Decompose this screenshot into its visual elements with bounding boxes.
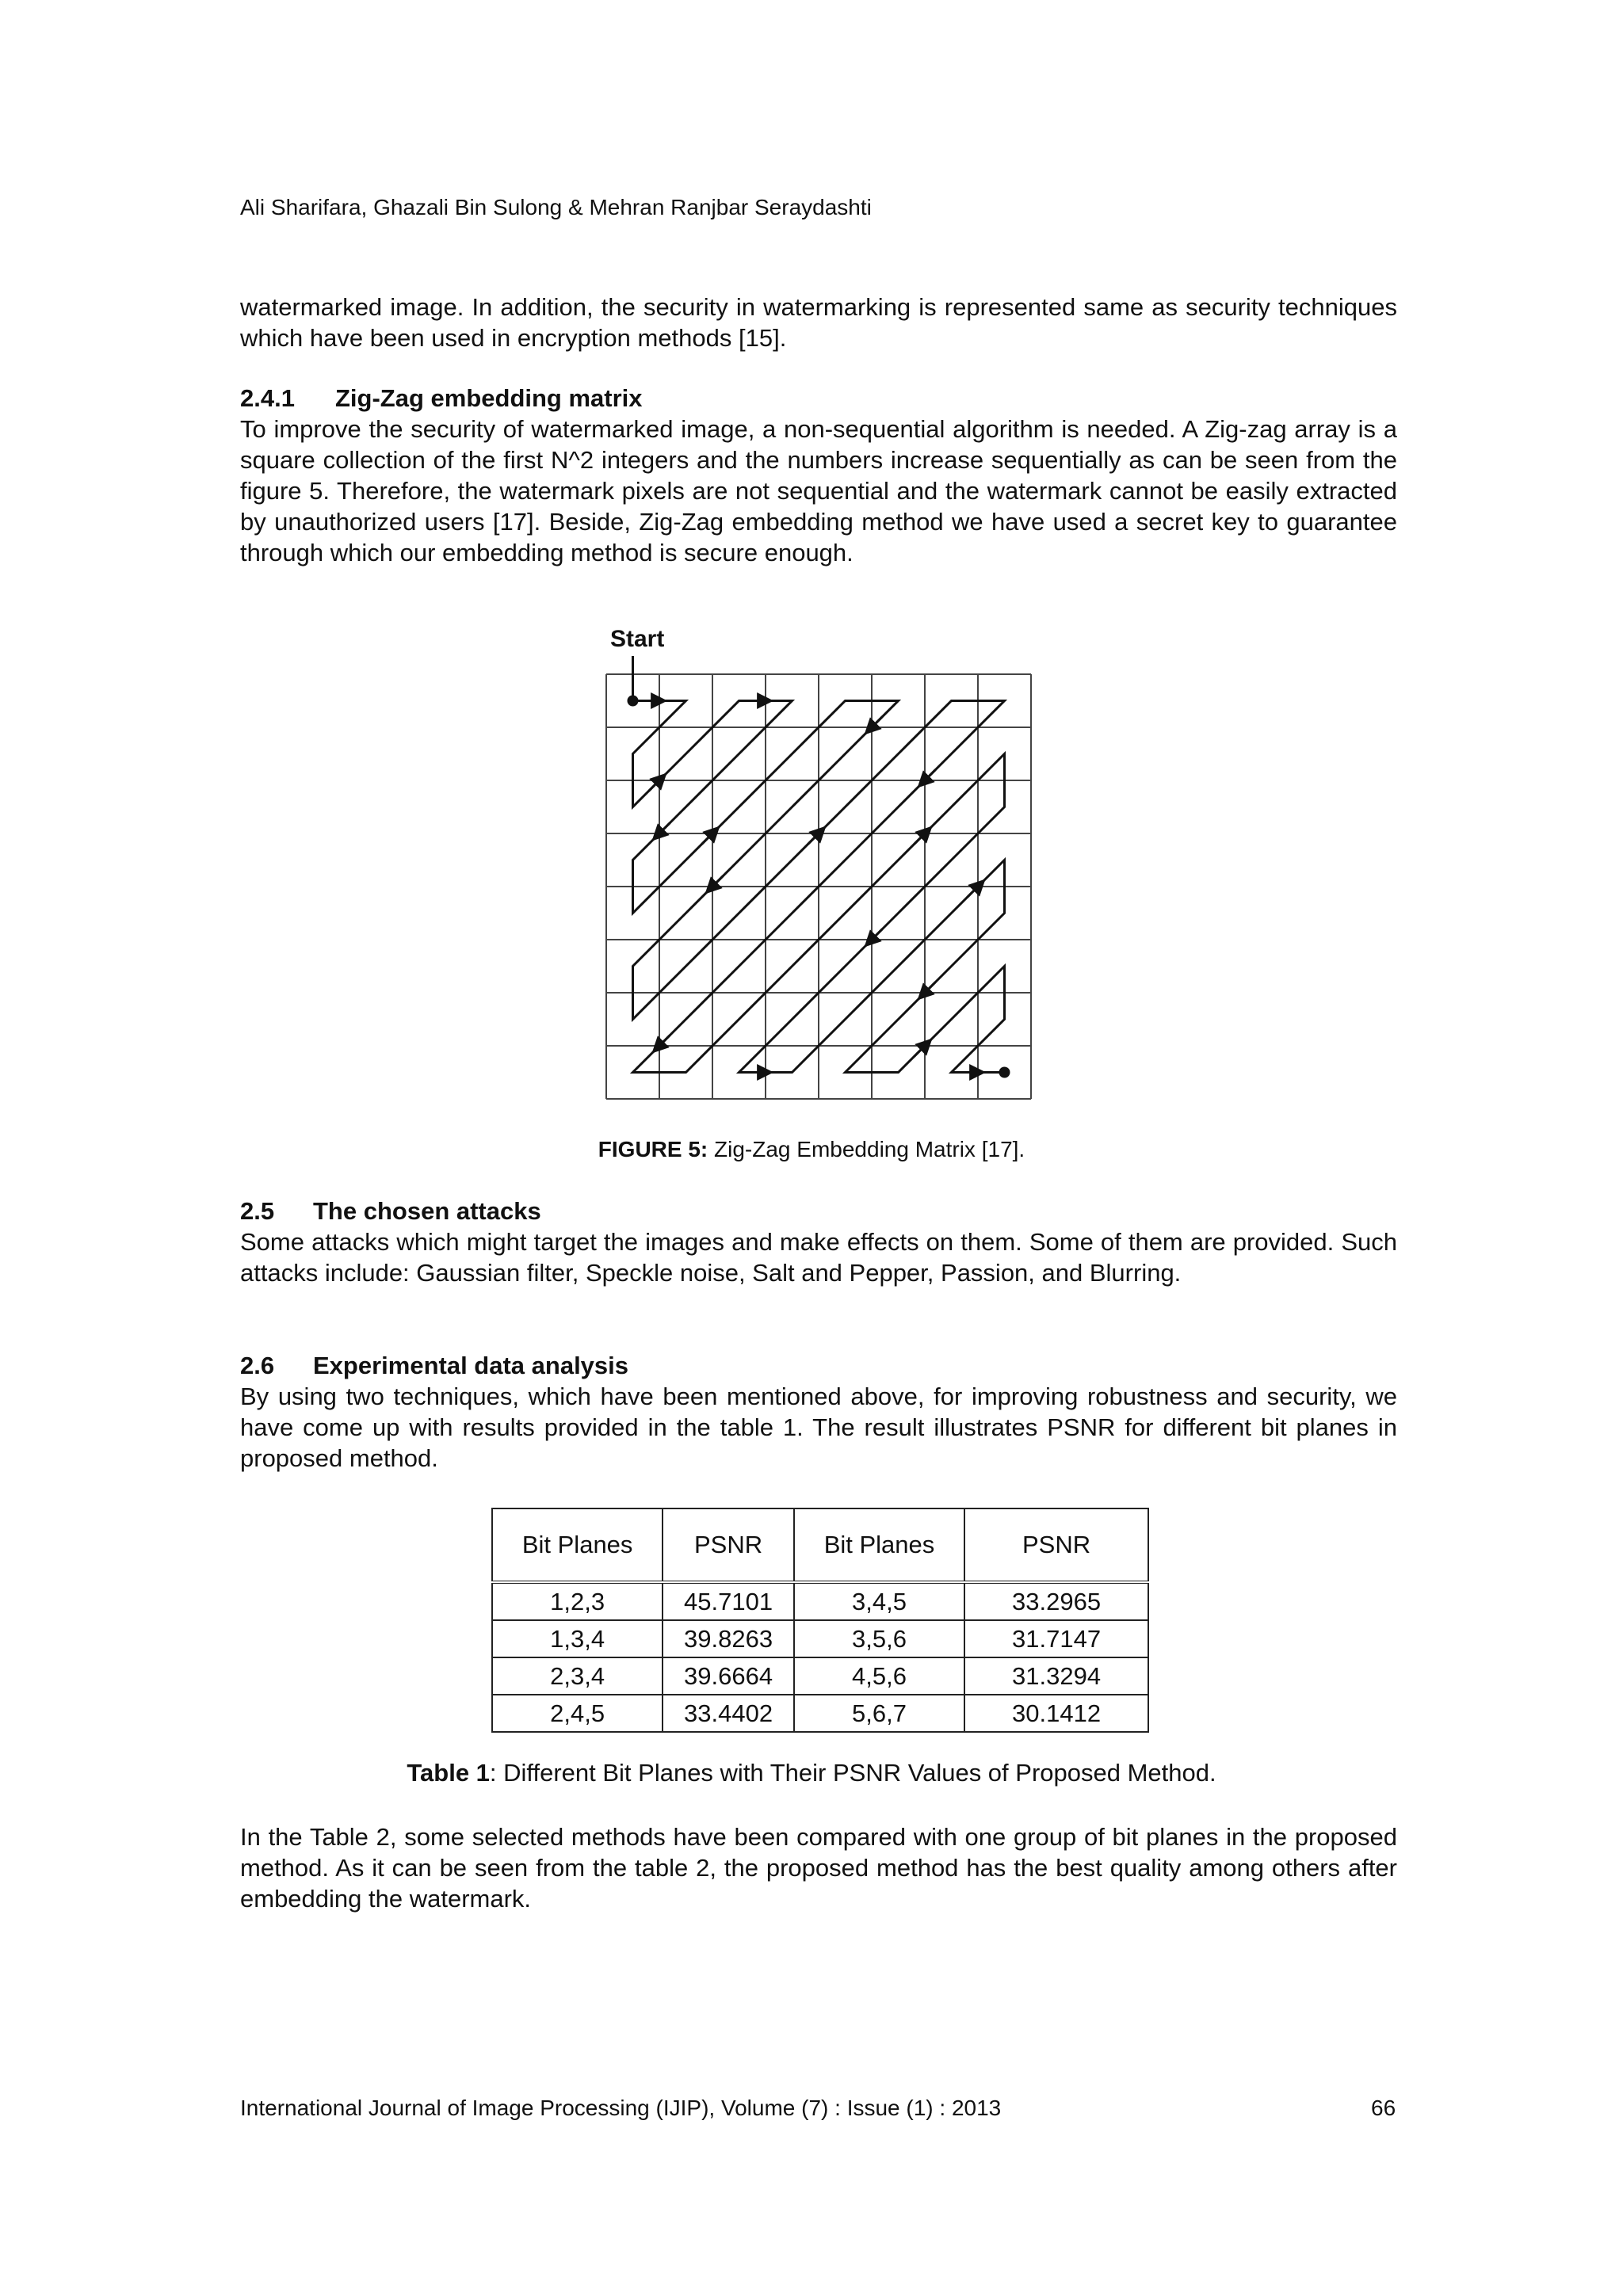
page-number: 66	[1371, 2096, 1396, 2120]
section-2-5-heading	[240, 1196, 541, 1226]
section-number: 2.6	[240, 1352, 275, 1379]
table-cell: 3,4,5	[794, 1582, 964, 1620]
direction-arrow-icon	[918, 982, 935, 999]
section-title: Experimental data analysis	[313, 1352, 629, 1379]
table-caption-text: : Different Bit Planes with Their PSNR Values of Proposed Method.	[489, 1759, 1216, 1787]
direction-arrow-icon	[968, 880, 984, 897]
table-cell: 39.8263	[663, 1620, 794, 1657]
table-cell: 33.4402	[663, 1695, 794, 1732]
direction-arrow-icon	[653, 823, 670, 840]
direction-arrow-icon	[915, 1039, 931, 1056]
psnr-table	[491, 1508, 1149, 1733]
direction-arrow-icon	[808, 827, 825, 844]
table-cell: 31.7147	[964, 1620, 1148, 1657]
journal-footer: International Journal of Image Processing (IJIP), Volume (7) : Issue (1) : 2013	[240, 2096, 1002, 2120]
start-label: Start	[610, 626, 665, 652]
table-cell: 31.3294	[964, 1657, 1148, 1695]
path-endpoint-dot	[999, 1067, 1010, 1078]
table-header-cell: PSNR	[964, 1508, 1148, 1582]
section-title: Zig-Zag embedding matrix	[335, 384, 643, 412]
table-cell: 45.7101	[663, 1582, 794, 1620]
path-endpoint-dot	[628, 696, 639, 707]
table-cell: 5,6,7	[794, 1695, 964, 1732]
table-header-cell: Bit Planes	[794, 1508, 964, 1582]
direction-arrow-icon	[706, 876, 723, 893]
table-caption-label: Table 1	[407, 1759, 490, 1787]
table-row	[492, 1657, 1148, 1695]
figure-caption-label: FIGURE 5:	[598, 1137, 708, 1161]
table-cell: 1,3,4	[492, 1620, 663, 1657]
table-cell: 2,4,5	[492, 1695, 663, 1732]
table-header-cell: Bit Planes	[492, 1508, 663, 1582]
running-header: Ali Sharifara, Ghazali Bin Sulong & Mehran Ranjbar Seraydashti	[240, 195, 872, 219]
figure-caption-text: Zig-Zag Embedding Matrix [17].	[708, 1137, 1025, 1161]
section-2-6-heading	[240, 1350, 628, 1381]
direction-arrow-icon	[918, 770, 935, 787]
table-cell: 30.1412	[964, 1695, 1148, 1732]
direction-arrow-icon	[865, 929, 882, 946]
direction-arrow-icon	[702, 827, 719, 844]
table-row	[492, 1695, 1148, 1732]
table-cell: 2,3,4	[492, 1657, 663, 1695]
table-header-cell: PSNR	[663, 1508, 794, 1582]
section-2-4-1-text: To improve the security of watermarked image, a non-sequential algorithm is needed. A Zig-zag array is a square collection of the first N^2 integers and the numbers increase sequentially as can be seen from the figure 5. Therefore, the watermark pixels are not sequential and the watermark cannot be easily extracted by unauthorized users [17]. Beside, Zig-Zag embedding method we have used a secret key to guarantee through which our embedding method is secure enough.	[240, 415, 1397, 566]
figure-5-caption	[0, 1137, 1623, 1162]
intro-paragraph: watermarked image. In addition, the security in watermarking is represented same as security techniques which have been used in encryption methods [15].	[240, 293, 1397, 352]
table-cell: 39.6664	[663, 1657, 794, 1695]
section-2-5-text: Some attacks which might target the images and make effects on them. Some of them are provided. Such attacks include: Gaussian filter, Speckle noise, Salt and Pepper, Passion, and Blurring.	[240, 1228, 1397, 1287]
table-row	[492, 1582, 1148, 1620]
direction-arrow-icon	[915, 827, 931, 844]
closing-paragraph: In the Table 2, some selected methods have been compared with one group of bit planes in the proposed method. As it can be seen from the table 2, the proposed method has the best quality among others after embedding the watermark.	[240, 1823, 1397, 1913]
table-cell: 3,5,6	[794, 1620, 964, 1657]
direction-arrow-icon	[649, 774, 666, 791]
zigzag-matrix-figure	[594, 616, 1038, 1108]
section-title: The chosen attacks	[313, 1197, 541, 1225]
table-header-row	[492, 1508, 1148, 1582]
table-1-caption	[0, 1759, 1623, 1787]
table-cell: 1,2,3	[492, 1582, 663, 1620]
direction-arrow-icon	[653, 1035, 670, 1052]
section-2-6-text: By using two techniques, which have been mentioned above, for improving robustness and security, we have come up with results provided in the table 1. The result illustrates PSNR for different bit planes in proposed method.	[240, 1383, 1397, 1472]
direction-arrow-icon	[865, 717, 882, 734]
section-number: 2.5	[240, 1197, 275, 1225]
table-cell: 4,5,6	[794, 1657, 964, 1695]
table-row	[492, 1620, 1148, 1657]
table-cell: 33.2965	[964, 1582, 1148, 1620]
section-2-4-1-heading	[240, 383, 643, 414]
section-number: 2.4.1	[240, 384, 295, 412]
